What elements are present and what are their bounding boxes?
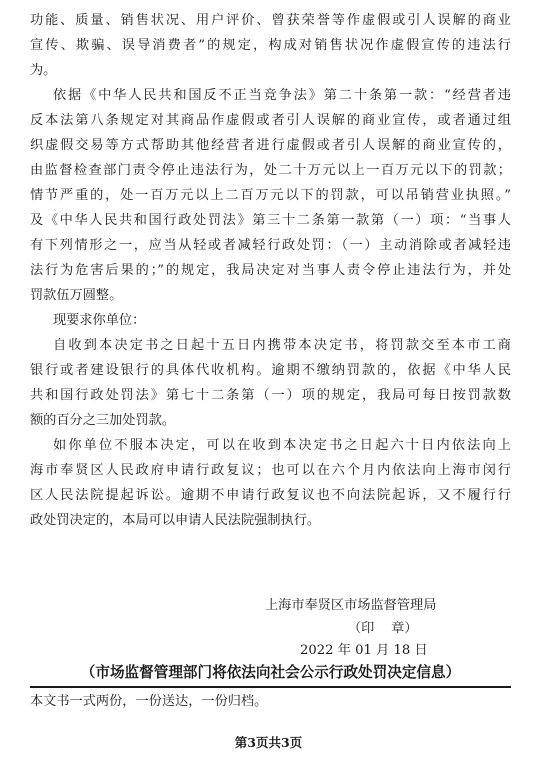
public-notice: （市场监督管理部门将依法向社会公示行政处罚决定信息） [80, 664, 461, 681]
body-line: 法行为危害后果的；”的规定，我局决定对当事人责令停止违法行为，并处 [30, 263, 511, 278]
body-line: 罚款伍万圆整。 [30, 288, 123, 303]
body-line: 依据《中华人民共和国反不正当竞争法》第二十条第一款：“经营者违 [53, 88, 511, 103]
body-line: 有下列情形之一，应当从轻或者减轻行政处罚：（一）主动消除或者减轻违 [30, 238, 511, 253]
body-line: 如你单位不服本决定，可以在收到本决定书之日起六十日内依法向上 [53, 438, 511, 453]
body-line: 情节严重的，处一百万元以上二百万元以下的罚款，可以吊销营业执照。” [30, 188, 511, 203]
body-line: 区人民法院提起诉讼。逾期不申请行政复议也不向法院起诉，又不履行行 [30, 488, 511, 503]
body-line: 银行或者建设银行的具体代收机构。逾期不缴纳罚款的，依据《中华人民 [30, 363, 511, 378]
body-line: 额的百分之三加处罚款。 [30, 413, 176, 428]
copies-note: 本文书一式两份，一份送达，一份归档。 [30, 694, 268, 709]
body-line: 共和国行政处罚法》第七十二条第（一）项的规定，我局可每日按罚款数 [30, 388, 511, 403]
body-line: 为。 [30, 63, 57, 78]
body-line: 海市奉贤区人民政府申请行政复议；也可以在六个月内依法向上海市闵行 [30, 463, 511, 478]
body-line: 宣传、欺骗、误导消费者”的规定，构成对销售状况作虚假宣传的违法行 [30, 38, 511, 53]
divider-line [30, 686, 511, 688]
decision-date: 2022 年 01 月 18 日 [300, 643, 428, 658]
seal-placeholder: （印 章） [348, 621, 418, 636]
body-line: 及《中华人民共和国行政处罚法》第三十二条第一款第（一）项：“当事人 [30, 213, 511, 228]
body-line: 反本法第八条规定对其商品作虚假或者引人误解的商业宣传，或者通过组 [30, 113, 511, 128]
issuing-authority: 上海市奉贤区市场监督管理局 [265, 598, 437, 613]
body-line: 现要求你单位： [53, 313, 146, 328]
body-line: 自收到本决定书之日起十五日内携带本决定书，将罚款交至本市工商 [53, 338, 511, 353]
body-line: 由监督检查部门责令停止违法行为，处二十万元以上一百万元以下的罚款； [30, 163, 511, 178]
body-line: 织虚假交易等方式帮助其他经营者进行虚假或者引人误解的商业宣传的， [30, 138, 511, 153]
body-line: 政处罚决定的，本局可以申请人民法院强制执行。 [30, 513, 321, 528]
body-line: 功能、质量、销售状况、用户评价、曾获荣誉等作虚假或引人误解的商业 [30, 13, 511, 28]
page-number: 第3页共3页 [234, 735, 303, 750]
